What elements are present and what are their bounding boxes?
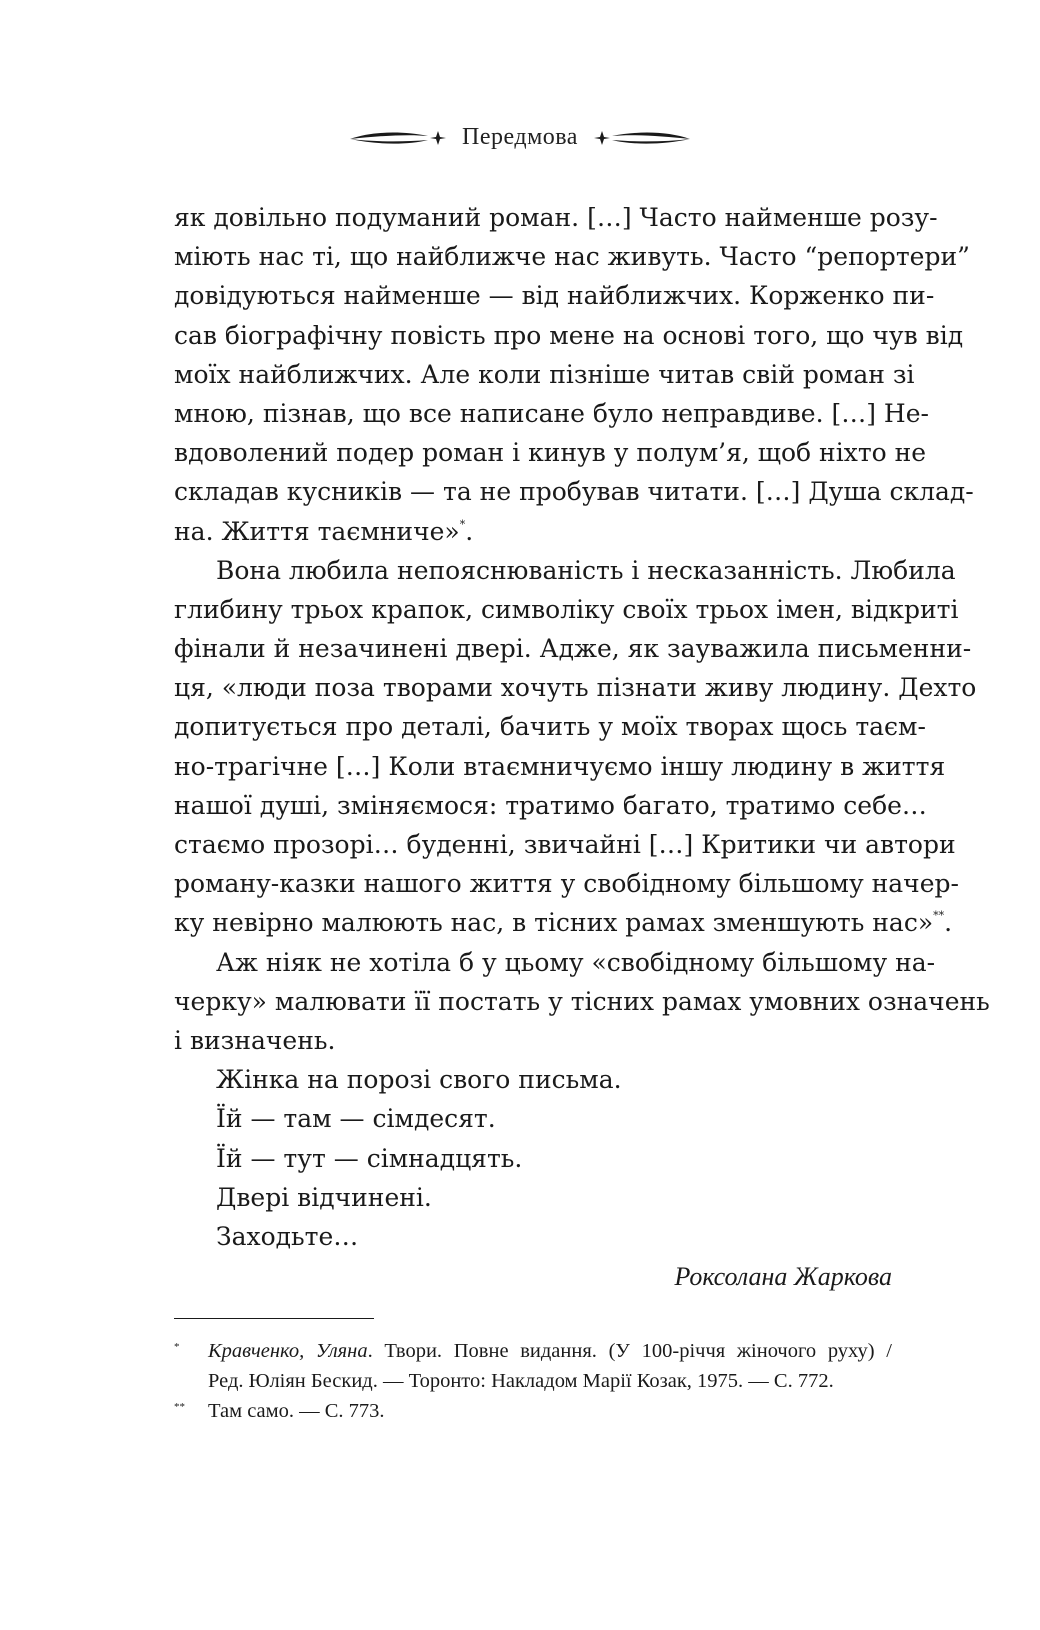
text-fragment: . xyxy=(465,516,474,546)
text-line: моїх найближчих. Але коли пізніше читав свій роман зі xyxy=(174,359,915,389)
text-fragment: ку невірно малюють нас, в тісних рамах зменшують нас» xyxy=(174,908,934,938)
closing-verse xyxy=(174,1060,892,1256)
text-line: довідуються найменше — від найближчих. Корженко пи- xyxy=(174,281,935,311)
running-header xyxy=(0,124,1040,151)
right-leaf-ornament-icon xyxy=(592,127,692,149)
author-signature: Роксолана Жаркова xyxy=(674,1262,892,1291)
footnote-1 xyxy=(174,1336,892,1396)
text-fragment: на. Життя таємниче» xyxy=(174,516,460,546)
text-line xyxy=(174,903,953,942)
text-line: стаємо прозорі… буденні, звичайні […] Критики чи автори xyxy=(174,830,956,859)
text-line: складав кусників — та не пробував читати. […] Душа склад- xyxy=(174,477,974,507)
footnote-line: Ред. Юліян Бескид. — Торонто: Накладом Марії Козак, 1975. — С. 772. xyxy=(208,1370,834,1392)
text-line: черку» малювати її постать у тісних рамах умовних означень xyxy=(174,986,990,1016)
text-line: міють нас ті, що найближче нас живуть. Часто “репортери” xyxy=(174,242,970,272)
footnote-author: Кравченко, Уляна xyxy=(208,1340,368,1362)
footnote-mark: * xyxy=(174,1341,180,1353)
text-line: роману-казки нашого життя у свобідному більшому начер- xyxy=(174,869,959,899)
text-line: Вона любила непояснюваність і несказанність. Любила xyxy=(216,555,956,585)
verse-line: Двері відчинені. xyxy=(216,1182,432,1212)
verse-line: Їй — тут — сімнадцять. xyxy=(216,1143,523,1173)
text-line: глибину трьох крапок, символіку своїх трьох імен, відкриті xyxy=(174,594,959,624)
footnote-reference: ** xyxy=(933,909,945,923)
text-line: Аж ніяк не хотіла б у цьому «свобідному більшому на- xyxy=(216,947,936,977)
footnote-line: Там само. — С. 773. xyxy=(208,1400,385,1422)
paragraph-2 xyxy=(174,551,977,943)
text-line: сав біографічну повість про мене на основі того, що чув від xyxy=(174,320,964,350)
verse-line: Їй — там — сімдесят. xyxy=(216,1104,496,1134)
text-line: і визначень. xyxy=(174,1025,336,1055)
paragraph-1 xyxy=(174,198,974,551)
text-line: допитується про деталі, бачить у моїх творах щось таєм- xyxy=(174,712,926,742)
running-header-title: Передмова xyxy=(462,124,578,150)
text-line: вдоволений подер роман і кинув у полум’я, щоб ніхто не xyxy=(174,438,927,468)
text-line: но-трагічне […] Коли втаємничуємо іншу людину в життя xyxy=(174,751,946,781)
footnote-line xyxy=(208,1336,892,1366)
footnote-divider xyxy=(174,1318,374,1319)
footnote-text: . Твори. Повне видання. (У 100-річчя жіночого руху) / xyxy=(367,1340,892,1362)
footnote-mark: ** xyxy=(174,1401,185,1413)
text-line: нашої душі, зміняємося: тратимо багато, тратимо себе… xyxy=(174,790,927,820)
verse-line: Заходьте… xyxy=(216,1221,359,1251)
paragraph-3 xyxy=(174,943,990,1061)
text-line: ця, «люди поза творами хочуть пізнати живу людину. Дехто xyxy=(174,673,977,703)
left-leaf-ornament-icon xyxy=(348,127,448,149)
footnotes xyxy=(174,1336,892,1426)
text-line: фінали й незачинені двері. Адже, як зауважила письменни- xyxy=(174,634,972,664)
text-line: мною, пізнав, що все написане було неправдиве. […] Не- xyxy=(174,398,929,428)
main-text xyxy=(174,198,990,1256)
footnote-reference: * xyxy=(459,517,466,531)
text-fragment: . xyxy=(944,908,953,938)
footnote-2 xyxy=(174,1396,892,1426)
verse-line: Жінка на порозі свого письма. xyxy=(216,1065,622,1095)
text-line: як довільно подуманий роман. […] Часто найменше розу- xyxy=(174,203,938,232)
text-line xyxy=(174,512,892,551)
